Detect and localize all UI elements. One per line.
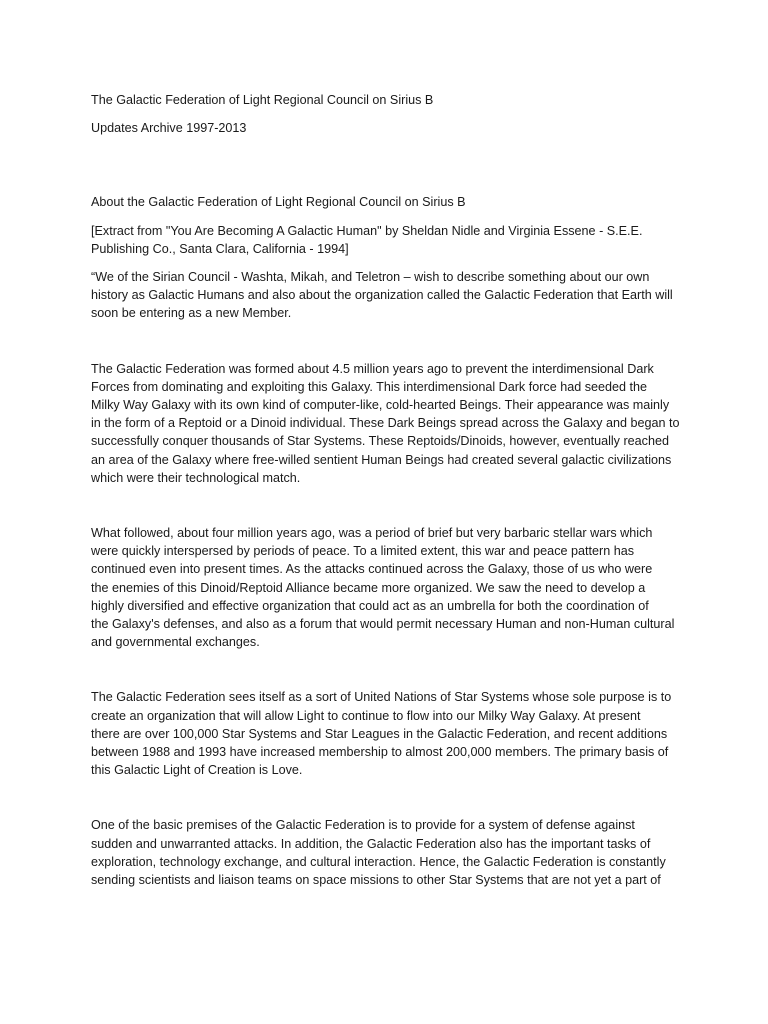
- text-line: and governmental exchanges.: [91, 635, 260, 650]
- document-title: The Galactic Federation of Light Regional Council on Sirius B: [91, 93, 434, 107]
- text-line: sending scientists and liaison teams on space missions to other Star Systems that are not yet a part of: [91, 873, 661, 888]
- text-line: “We of the Sirian Council - Washta, Mikah, and Teletron – wish to describe something about our own: [91, 270, 650, 285]
- text-line: the Galaxy's defenses, and also as a forum that would permit necessary Human and non-Human cultural: [91, 617, 675, 632]
- text-line: successfully conquer thousands of Star Systems. These Reptoids/Dinoids, however, eventually reached: [91, 434, 669, 449]
- text-line: create an organization that will allow Light to continue to flow into our Milky Way Galaxy. At present: [91, 708, 641, 723]
- text-line: soon be entering as a new Member.: [91, 306, 292, 321]
- section-heading: About the Galactic Federation of Light Regional Council on Sirius B: [91, 195, 466, 210]
- text-line: sudden and unwarranted attacks. In addition, the Galactic Federation also has the important tasks of: [91, 836, 651, 851]
- text-line: What followed, about four million years ago, was a period of brief but very barbaric stellar wars which: [91, 526, 653, 541]
- text-line: between 1988 and 1993 have increased membership to almost 200,000 members. The primary basis of: [91, 745, 669, 760]
- text-line: an area of the Galaxy where free-willed sentient Human Beings had created several galactic civilizations: [91, 452, 672, 467]
- text-line: One of the basic premises of the Galactic Federation is to provide for a system of defense against: [91, 818, 635, 833]
- paragraph-2: [91, 360, 678, 487]
- paragraph-1: [91, 268, 678, 323]
- text-line: this Galactic Light of Creation is Love.: [91, 763, 303, 778]
- text-line: continued even into present times. As the attacks continued across the Galaxy, those of us who were: [91, 562, 653, 577]
- paragraph-3: [91, 524, 678, 651]
- text-line: Publishing Co., Santa Clara, California - 1994]: [91, 241, 349, 256]
- text-line: which were their technological match.: [91, 470, 301, 485]
- text-line: there are over 100,000 Star Systems and Star Leagues in the Galactic Federation, and recent additions: [91, 726, 668, 741]
- paragraph-4: [91, 688, 678, 779]
- text-line: The Galactic Federation sees itself as a sort of United Nations of Star Systems whose sole purpose is to: [91, 690, 672, 705]
- paragraph-5: [91, 816, 678, 889]
- text-line: Forces from dominating and exploiting this Galaxy. This interdimensional Dark force had seeded the: [91, 379, 648, 394]
- text-line: highly diversified and effective organization that could act as an umbrella for both the coordination of: [91, 598, 649, 613]
- text-line: the enemies of this Dinoid/Reptoid Alliance became more organized. We saw the need to develop a: [91, 580, 646, 595]
- text-line: exploration, technology exchange, and cultural interaction. Hence, the Galactic Federation is constantly: [91, 854, 666, 869]
- extract-citation: [91, 222, 678, 258]
- text-line: The Galactic Federation was formed about 4.5 million years ago to prevent the interdimensional Dark: [91, 361, 654, 376]
- text-line: [Extract from "You Are Becoming A Galactic Human" by Sheldan Nidle and Virginia Essene - S.E.E.: [91, 223, 643, 238]
- text-line: Milky Way Galaxy with its own kind of computer-like, cold-hearted Beings. Their appearance was mainly: [91, 398, 670, 413]
- text-line: were quickly interspersed by periods of peace. To a limited extent, this war and peace pattern has: [91, 544, 635, 559]
- text-line: history as Galactic Humans and also about the organization called the Galactic Federation that Earth will: [91, 288, 673, 303]
- document-subtitle: Updates Archive 1997-2013: [91, 121, 247, 136]
- text-line: in the form of a Reptoid or a Dinoid individual. These Dark Beings spread across the Galaxy and began to: [91, 416, 680, 431]
